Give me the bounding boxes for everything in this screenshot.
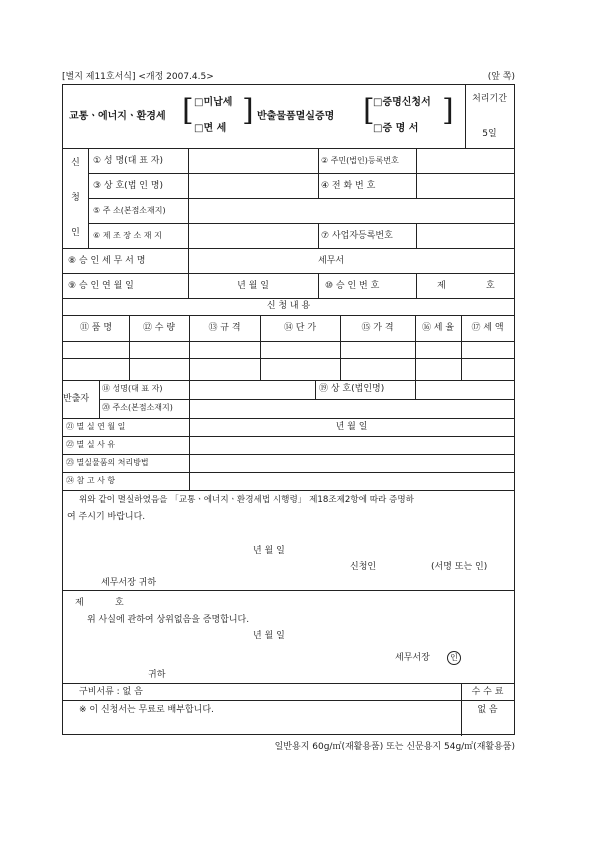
factory-label: ⑥ 제 조 장 소 재 지 bbox=[93, 231, 162, 240]
applicant-label-1: 신 bbox=[71, 158, 80, 168]
shipper-company-label: ⑲ 상 호(법인명) bbox=[319, 384, 385, 394]
tax-name: 교통ㆍ에너지ㆍ환경세 bbox=[69, 111, 166, 122]
option-exempt[interactable]: □면 세 bbox=[194, 123, 227, 134]
contents-heading: 신 청 내 용 bbox=[266, 301, 311, 311]
loss-disposal-label: ㉓ 멸실물품의 처리방법 bbox=[66, 458, 149, 467]
col-spec: ⑬ 규 격 bbox=[208, 323, 241, 333]
loss-date-value: 년 월 일 bbox=[335, 422, 368, 432]
statement-line-2: 여 주시기 바랍니다. bbox=[67, 512, 146, 522]
applicant-label-3: 인 bbox=[71, 228, 80, 238]
cert-signer: 세무서장 bbox=[395, 653, 430, 663]
shipper-label: 반출자 bbox=[63, 394, 90, 404]
cert-date: 년 월 일 bbox=[253, 631, 285, 641]
biz-no-label: ⑦ 사업자등록번호 bbox=[321, 231, 393, 241]
paper-spec: 일반용지 60g/㎡(재활용품) 또는 신문용지 54g/㎡(재활용품) bbox=[274, 742, 515, 752]
free-distribution-note: ※ 이 신청서는 무료로 배부합니다. bbox=[79, 705, 214, 715]
shipper-name-label: ⑱ 성명(대 표 자) bbox=[102, 384, 163, 393]
statement-sign: (서명 또는 인) bbox=[431, 562, 488, 572]
col-tax-rate: ⑯ 세 율 bbox=[421, 323, 455, 333]
statement-applicant: 신청인 bbox=[350, 562, 377, 572]
document-name: 반출물품멸실증명 bbox=[257, 111, 335, 122]
cert-addressee: 귀하 bbox=[148, 670, 166, 680]
approval-office-label: ⑧ 승 인 세 무 서 명 bbox=[68, 256, 146, 266]
processing-period-label: 처리기간 bbox=[472, 94, 507, 104]
address-label: ⑤ 주 소(본점소재지) bbox=[93, 206, 166, 215]
approval-office-value: 세무서 bbox=[318, 256, 345, 266]
cert-no-suffix: 호 bbox=[115, 598, 124, 608]
col-item: ⑪ 품 명 bbox=[79, 323, 113, 333]
approval-no-suffix: 호 bbox=[486, 281, 495, 291]
col-unit-price: ⑭ 단 가 bbox=[283, 323, 317, 333]
loss-remarks-label: ㉔ 참 고 사 항 bbox=[66, 476, 116, 485]
page-side: (앞 쪽) bbox=[487, 72, 515, 82]
name-label: ① 성 명(대 표 자) bbox=[93, 156, 164, 166]
col-tax-amount: ⑰ 세 액 bbox=[471, 323, 504, 333]
processing-period-value: 5일 bbox=[482, 129, 497, 139]
option-certificate[interactable]: □증 명 서 bbox=[373, 123, 419, 134]
loss-date-label: ㉑ 멸 실 연 월 일 bbox=[66, 422, 126, 431]
fee-label: 수 수 료 bbox=[471, 687, 504, 697]
cert-no-prefix: 제 bbox=[75, 598, 84, 608]
approval-no-prefix: 제 bbox=[437, 281, 446, 291]
option-application[interactable]: □증명신청서 bbox=[373, 97, 431, 108]
reg-no-label: ② 주민(법인)등록번호 bbox=[321, 156, 399, 165]
approval-date-value: 년 월 일 bbox=[237, 281, 269, 291]
approval-no-label: ⑩ 승 인 번 호 bbox=[325, 281, 380, 291]
statement-addressee: 세무서장 귀하 bbox=[101, 578, 157, 588]
certificate-form: 교통ㆍ에너지ㆍ환경세 [ □미납세 □면 세 ] 반출물품멸실증명 [ □증명신청서 □증 명 서 ] 처리기간 5일 신 청 인 ① 성 명(대 표 자) ② 주민(법인)등록번호 ③ 상 호(법 인 명) ④ 전 화 번 호 ⑤ 주 소(본점소재지) ⑥ 제 조 장 소 재 지 ⑦ 사업자등록번호 ⑧ 승 인 세 무 서 명 세무서 ⑨ 승 인 연 월 일 년 월 일 ⑩ 승 인 번 호 제 호 신 청 내 용 ⑪ 품 명 ⑫ 수 량 ⑬ 규 격 ⑭ 단 가 ⑮ 가 격 ⑯ 세 율 ⑰ 세 액 반출자 ⑱ 성명(대 표 자) ⑲ 상 호(법인명) ⑳ 주소(본점소재지) ㉑ 멸 실 연 월 일 년 월 일 ㉒ 멸 실 사 유 ㉓ 멸실물품의 처리방법 ㉔ 참 고 사 항 위와 같이 멸실하였음을 「교통ㆍ에너지ㆍ환경세법 시행령」 제18조제2항에 따라 증명하 여 주시기 바랍니다. 년 월 일 신청인 (서명 또는 인) 세무서장 귀하 제 호 위 사실에 관하여 상위없음을 증명합니다. 년 월 일 세무서장 인 귀하 구비서류 : 없 음 수 수 료 ※ 이 신청서는 무료로 배부합니다. 없 음 bbox=[62, 84, 515, 735]
col-price: ⑮ 가 격 bbox=[361, 323, 394, 333]
col-quantity: ⑫ 수 량 bbox=[142, 323, 176, 333]
cert-text: 위 사실에 관하여 상위없음을 증명합니다. bbox=[87, 615, 250, 625]
statement-line-1: 위와 같이 멸실하였음을 「교통ㆍ에너지ㆍ환경세법 시행령」 제18조제2항에 따라 증명하 bbox=[79, 495, 414, 505]
shipper-address-label: ⑳ 주소(본점소재지) bbox=[102, 403, 173, 412]
company-label: ③ 상 호(법 인 명) bbox=[93, 181, 164, 191]
required-docs: 구비서류 : 없 음 bbox=[79, 687, 143, 697]
phone-label: ④ 전 화 번 호 bbox=[321, 181, 376, 191]
approval-date-label: ⑨ 승 인 연 월 일 bbox=[68, 281, 134, 291]
form-header bbox=[62, 69, 515, 81]
form-number: [별지 제11호서식] <개정 2007.4.5> bbox=[62, 72, 214, 82]
loss-reason-label: ㉒ 멸 실 사 유 bbox=[66, 440, 116, 449]
fee-value: 없 음 bbox=[477, 705, 498, 715]
statement-date: 년 월 일 bbox=[253, 546, 285, 556]
seal-mark: 인 bbox=[447, 651, 461, 665]
option-unpaid[interactable]: □미납세 bbox=[194, 97, 233, 108]
applicant-label-2: 청 bbox=[71, 193, 80, 203]
